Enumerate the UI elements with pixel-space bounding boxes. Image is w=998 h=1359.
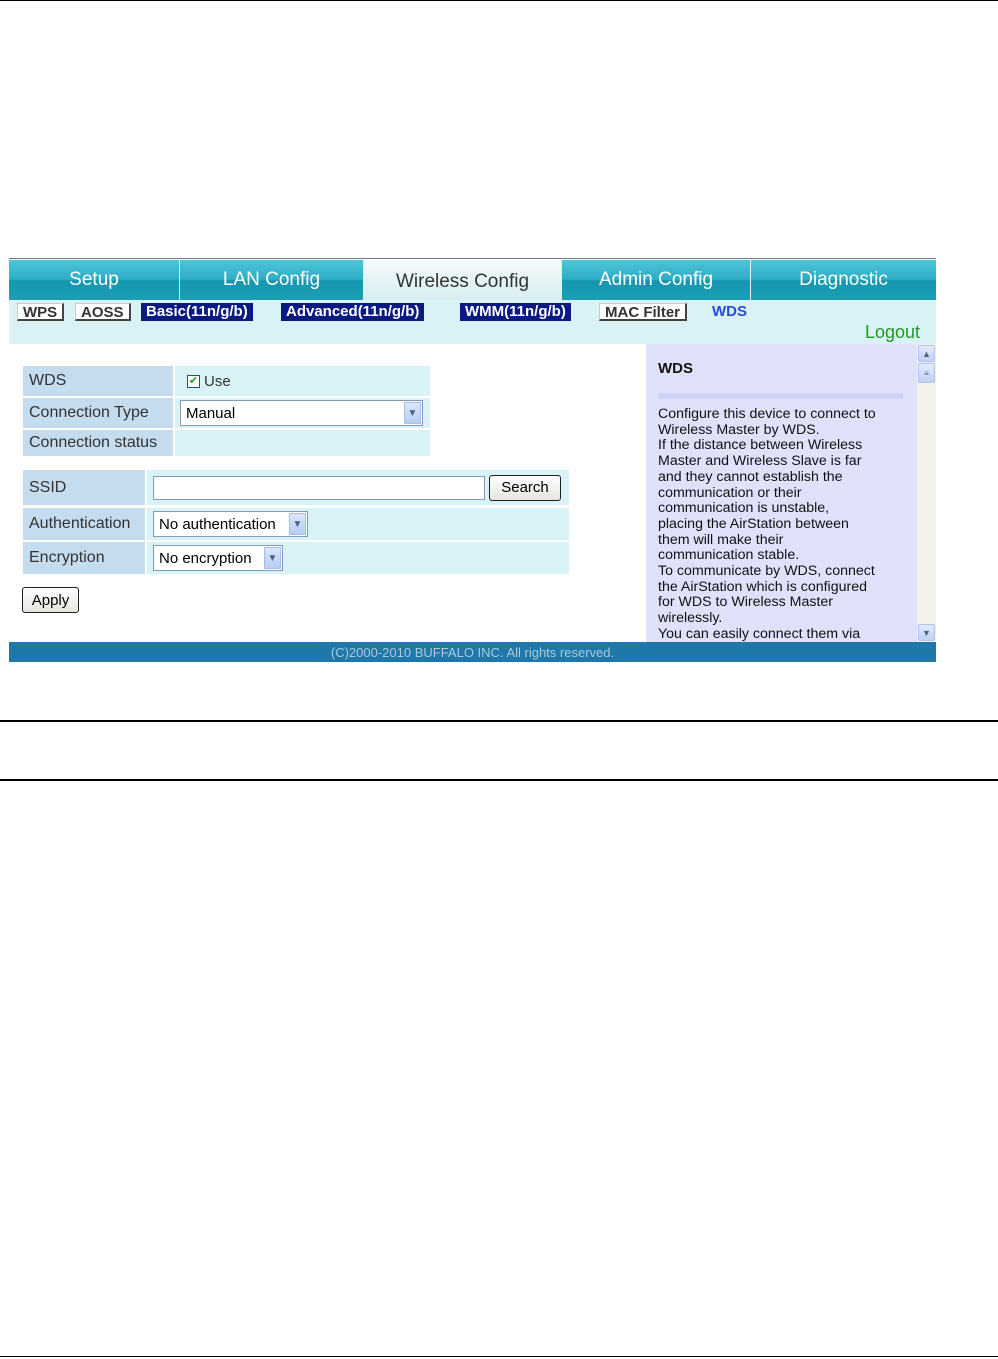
section-rule-2 (0, 779, 998, 781)
ssid-input[interactable] (153, 476, 485, 500)
authentication-value-cell (147, 508, 569, 540)
chevron-down-icon[interactable]: ▼ (264, 547, 281, 569)
logout-link[interactable]: Logout (864, 322, 920, 342)
tab-admin-config[interactable]: Admin Config (562, 260, 751, 300)
connection-type-row (23, 398, 430, 428)
help-line: Wireless Master by WDS. (658, 421, 820, 438)
help-line: To communicate by WDS, connect (658, 563, 875, 580)
subtab-advanced[interactable]: Advanced(11n/g/b) (281, 303, 424, 321)
authentication-row (23, 508, 569, 540)
tab-setup[interactable]: Setup (9, 260, 180, 300)
subtab-wmm[interactable]: WMM(11n/g/b) (460, 303, 571, 321)
encryption-select[interactable] (153, 545, 283, 571)
scroll-down-icon[interactable]: ▼ (918, 624, 935, 641)
help-title: WDS (658, 360, 693, 377)
search-button[interactable]: Search (489, 475, 561, 501)
tab-diagnostic[interactable]: Diagnostic (751, 260, 936, 300)
scroll-up-icon[interactable]: ▲ (918, 345, 935, 362)
subtab-wds[interactable]: WDS (712, 303, 747, 320)
help-panel (646, 344, 936, 642)
help-scrollbar[interactable] (917, 344, 936, 642)
copyright-footer: (C)2000-2010 BUFFALO INC. All rights reserved. (9, 642, 936, 662)
subtab-wps[interactable]: WPS (17, 303, 64, 321)
scroll-thumb[interactable]: ≡ (918, 363, 935, 383)
wds-value-cell (175, 366, 430, 396)
main-tab-bar (9, 260, 936, 300)
help-line: and they cannot establish the (658, 468, 843, 485)
subtab-aoss[interactable]: AOSS (75, 303, 131, 321)
apply-button[interactable]: Apply (22, 587, 79, 613)
help-line: Configure this device to connect to (658, 406, 876, 422)
help-line: communication is unstable, (658, 500, 830, 517)
subtab-mac-filter[interactable]: MAC Filter (599, 303, 687, 321)
ssid-value-cell (147, 470, 569, 505)
router-admin-screenshot (9, 258, 936, 662)
wds-use-label: Use (204, 372, 231, 390)
encryption-value-cell (147, 542, 569, 574)
authentication-select[interactable] (153, 511, 308, 537)
help-line: placing the AirStation between (658, 515, 849, 532)
help-line: Master and Wireless Slave is far (658, 453, 862, 470)
connection-type-label: Connection Type (23, 398, 173, 428)
help-line: them will make their (658, 531, 784, 548)
page-bottom-rule (0, 1356, 998, 1357)
ssid-row (23, 470, 569, 505)
section-rule-1 (0, 720, 998, 722)
connection-status-value (175, 430, 430, 456)
help-line: for WDS to Wireless Master (658, 594, 834, 611)
tab-wireless-config[interactable]: Wireless Config (364, 260, 562, 300)
help-line: the AirStation which is configured (658, 578, 867, 595)
page-top-rule (0, 0, 998, 1)
chevron-down-icon[interactable]: ▼ (404, 402, 421, 424)
subtab-basic[interactable]: Basic(11n/g/b) (141, 303, 253, 321)
connection-type-selected: Manual (186, 404, 236, 422)
encryption-selected: No encryption (159, 549, 252, 567)
connection-type-select[interactable] (180, 400, 423, 426)
authentication-selected: No authentication (159, 515, 276, 533)
help-line: communication or their (658, 484, 802, 501)
help-line: You can easily connect them via (658, 625, 861, 642)
ssid-label: SSID (23, 470, 145, 505)
wds-label: WDS (23, 366, 173, 396)
wds-row (23, 366, 430, 396)
tab-lan-config[interactable]: LAN Config (180, 260, 364, 300)
help-divider (658, 393, 903, 399)
sub-tab-bar (9, 300, 936, 344)
help-line: communication stable. (658, 547, 800, 564)
help-line: If the distance between Wireless (658, 437, 863, 454)
help-text (658, 407, 910, 642)
help-line: wirelessly. (658, 610, 723, 627)
connection-type-value-cell (175, 398, 430, 428)
connection-status-label: Connection status (23, 430, 173, 456)
connection-status-row (23, 430, 430, 456)
encryption-label: Encryption (23, 542, 145, 574)
chevron-down-icon[interactable]: ▼ (289, 513, 306, 535)
encryption-row (23, 542, 569, 574)
wds-use-checkbox[interactable]: ✔ (188, 374, 199, 387)
authentication-label: Authentication (23, 508, 145, 540)
